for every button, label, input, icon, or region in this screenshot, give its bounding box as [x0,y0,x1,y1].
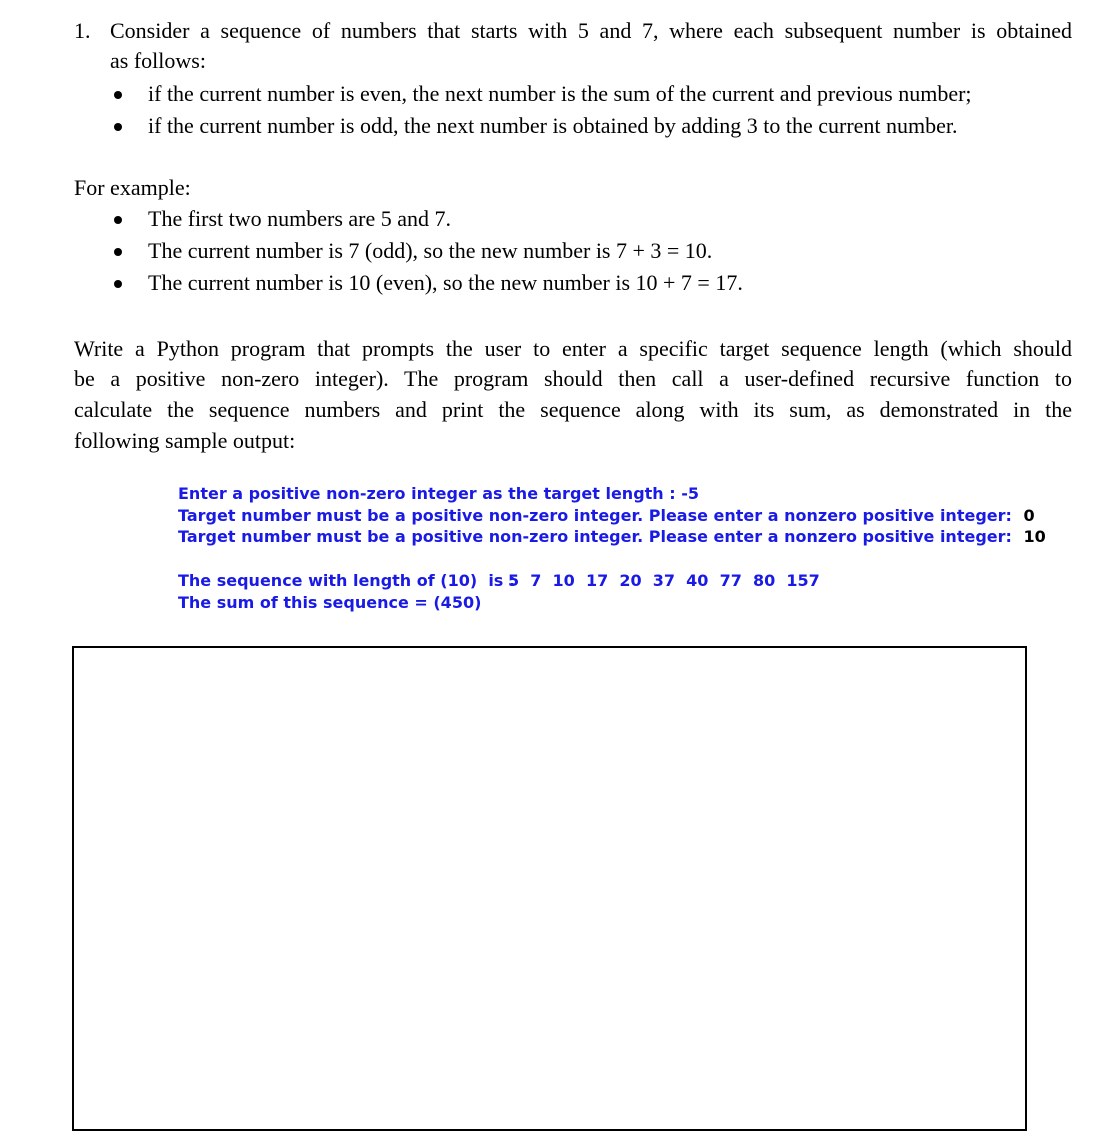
sample-output-error-1 [178,506,1035,525]
bullet-icon [114,280,122,288]
example-item: The current number is 10 (even), so the new number is 10 + 7 = 17. [148,270,743,295]
sample-output-prompt [178,484,699,503]
bullet-icon [114,91,122,99]
task-line-3: calculate the sequence numbers and print the sequence along with its sum, as demonstrated in the [74,397,1072,422]
error-value: 10 [1023,527,1046,546]
task-line-1: Write a Python program that prompts the user to enter a specific target sequence length (which should [74,336,1072,361]
sequence-label: The sequence with length of (10) is : [178,571,516,590]
sequence-values: 5 7 10 17 20 37 40 77 80 157 [508,571,820,590]
task-line-4: following sample output: [74,428,296,453]
example-item: The first two numbers are 5 and 7. [148,206,452,231]
bullet-icon [114,248,122,256]
sample-output-sum: The sum of this sequence = (450) [178,593,482,612]
question-intro-line-2: as follows: [110,48,206,73]
bullet-icon [114,216,122,224]
error-value: 0 [1023,506,1035,525]
error-text: Target number must be a positive non-zero integer. Please enter a nonzero positive integer: [178,527,1012,546]
example-heading: For example: [74,175,191,200]
rule-even: if the current number is even, the next number is the sum of the current and previous number; [148,81,972,106]
sample-output-sequence [178,571,515,590]
prompt-text: Enter a positive non-zero integer as the target length : [178,484,676,503]
prompt-value: -5 [681,484,700,503]
error-text: Target number must be a positive non-zero integer. Please enter a nonzero positive integer: [178,506,1012,525]
rule-odd: if the current number is odd, the next number is obtained by adding 3 to the current number. [148,113,958,138]
question-number: 1. [74,18,91,43]
sample-output-error-2 [178,527,1046,546]
task-line-2: be a positive non-zero integer). The program should then call a user-defined recursive function to [74,366,1072,391]
question-intro-line-1: Consider a sequence of numbers that starts with 5 and 7, where each subsequent number is obtained [110,18,1072,43]
bullet-icon [114,123,122,131]
example-item: The current number is 7 (odd), so the new number is 7 + 3 = 10. [148,238,713,263]
answer-box[interactable] [72,646,1027,1131]
